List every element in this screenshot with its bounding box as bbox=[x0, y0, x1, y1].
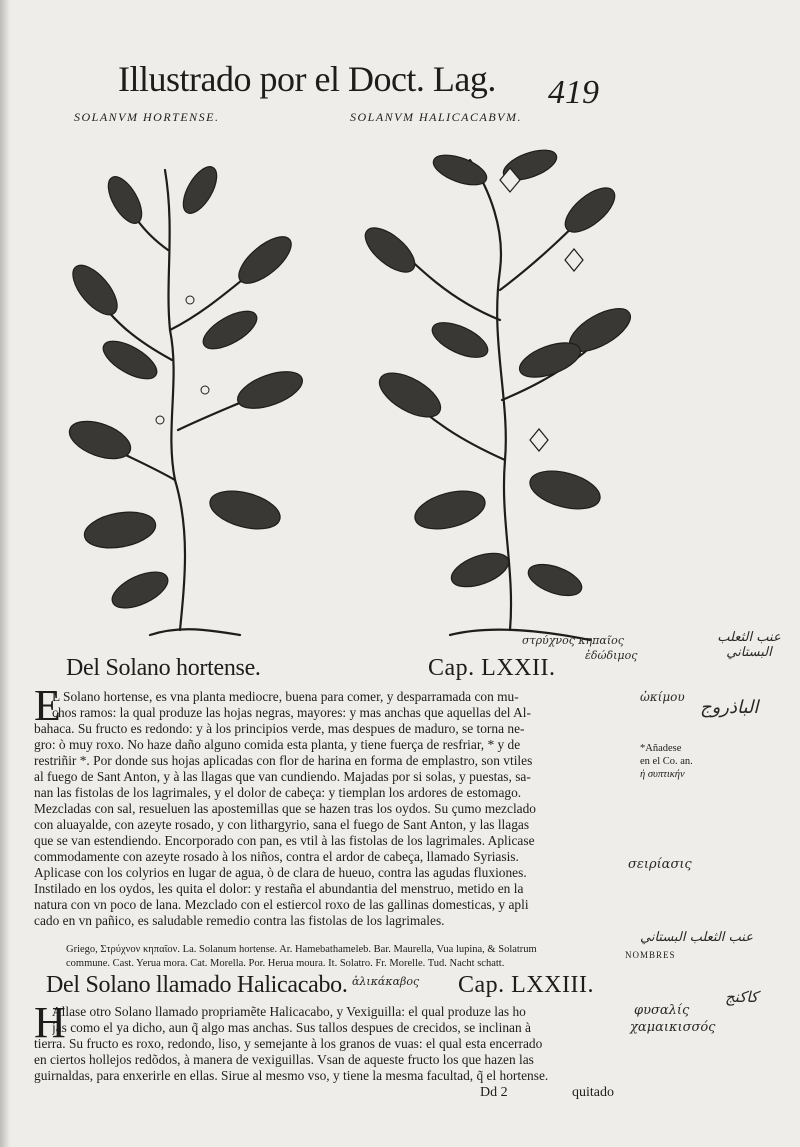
running-header: Illustrado por el Doct. Lag. bbox=[118, 59, 496, 99]
text-line: Allase otro Solano llamado propriamẽte Halicacabo, y Vexiguilla: el qual produze las ho bbox=[52, 1004, 526, 1019]
annotation-arabic-badhruj: الباذروج bbox=[700, 697, 759, 718]
text-line: chos ramos: la qual produze las hojas negras, mayores: y mas anchas que aquellas del Al- bbox=[52, 705, 531, 720]
chapter-72-dropcap: E bbox=[34, 681, 61, 730]
annotation-arabic-mid: عنب الثعلب البستاني bbox=[640, 930, 753, 945]
text-line: commodamente con azeyte rosado à los niños, contra el ardor de cabeça, llamado Syriasis. bbox=[34, 849, 519, 864]
page-gutter-shadow bbox=[0, 0, 10, 1147]
text-line: cado en vn pañico, es saludable remedio contra las fistolas de los lagrimales. bbox=[34, 913, 445, 928]
woodcut-solanum-hortense bbox=[40, 130, 320, 640]
text-line: L Solano hortense, es vna planta mediocre, buena para comer, y desparramada con mu- bbox=[52, 689, 519, 704]
text-line: nan las fistolas de los lagrimales, y el dolor de cabeça: y tiemplan los ardores de estomago. bbox=[34, 785, 522, 800]
annotation-greek-edodimos: ἐδώδιμος bbox=[585, 649, 638, 662]
text-line: Instilado en los oydos, les quita el dolor: y restaña el abundantia del menstruo, metido en la bbox=[34, 881, 524, 896]
text-line: que se van estendiendo. Encorporado con pan, es vtil à las fistolas de los lagrimales. Aplicase bbox=[34, 833, 535, 848]
sidenote-line: ἠ συπτικήν bbox=[640, 769, 685, 780]
annotation-greek-okimou: ὠκίμου bbox=[640, 690, 685, 704]
annotation-greek-seiriasis: σειρίασις bbox=[628, 857, 692, 872]
annotation-greek-strychnos: στρύχνος κηπαῖος bbox=[522, 634, 624, 647]
synonyms-line: Griego, Στρύχνον κηπαῖον. La. Solanum hortense. Ar. Hamebathameleb. Bar. Maurella, Vua lupina, & Solatrum bbox=[66, 944, 537, 955]
text-line: bahaca. Su fructo es redondo: y à los principios verde, mas despues de maduro, se torna ne- bbox=[34, 721, 525, 736]
synonyms-line: commune. Cast. Yerua mora. Cat. Morella. Por. Herua moura. It. Solatro. Fr. Morelle. Tud. Nacht schatt. bbox=[66, 958, 505, 969]
text-line: Aplicase con los colyrios en lugar de agua, ò de clara de hueuo, contra las agudas fluxiones. bbox=[34, 865, 527, 880]
annotation-greek-halikakabos: ἁλικάκαβος bbox=[352, 975, 420, 988]
text-line: en ciertos hollejos redõdos, à manera de vexiguillas. Vsan de aqueste fructo los que hazen las bbox=[34, 1052, 534, 1067]
figure-caption-right: SOLANVM HALICACABVM. bbox=[350, 110, 522, 124]
annotation-greek-chamaikissos: χαμαικισσός bbox=[630, 1020, 716, 1035]
text-line: jas como el ya dicho, aun q̃ algo mas anchas. Sus tallos despues de crecidos, se inclinan à bbox=[52, 1020, 531, 1035]
figure-caption-left: SOLANVM HORTENSE. bbox=[74, 110, 220, 124]
text-line: guirnaldas, para enxerirle en ellas. Sirue al mesmo vso, y tiene la mesma facultad, q̃ el hortense. bbox=[34, 1068, 549, 1083]
text-line: al fuego de Sant Anton, y à las llagas que van cundiendo. Majadas por si solas, y puestas, sa- bbox=[34, 769, 531, 784]
signature-mark: Dd 2 bbox=[480, 1085, 508, 1100]
chapter-72-number: Cap. LXXII. bbox=[428, 655, 556, 681]
text-line: restriñir *. Por donde sus hojas aplicadas con flor de harina en forma de emplastro, son vtiles bbox=[34, 753, 533, 768]
page-number: 419 bbox=[548, 74, 599, 111]
annotation-greek-physalis: φυσαλίς bbox=[634, 1003, 690, 1018]
chapter-73-dropcap: H bbox=[34, 998, 66, 1047]
catchword: quitado bbox=[572, 1085, 614, 1100]
annotation-arabic-kaknaj: كاكنج bbox=[725, 988, 759, 1006]
chapter-73-number: Cap. LXXIII. bbox=[458, 972, 594, 998]
chapter-72-title: Del Solano hortense. bbox=[66, 655, 261, 681]
chapter-73-title: Del Solano llamado Halicacabo. bbox=[46, 972, 348, 998]
text-line: con aluayalde, con azeyte rosado, y con lithargyrio, sana el fuego de Sant Anton, y las llagas bbox=[34, 817, 530, 832]
sidenote-added bbox=[640, 742, 693, 781]
label-nombres: NOMBRES bbox=[625, 950, 676, 960]
text-line: Mezcladas con sal, resueluen las apostemillas que se hazen tras los oydos. Su çumo mezclado bbox=[34, 801, 536, 816]
text-line: natura con vn poco de lana. Mezclado con el estiercol roxo de las gallinas domesticas, y apli bbox=[34, 897, 529, 912]
sidenote-line: *Añadese bbox=[640, 743, 682, 754]
text-line: gro: ò muy roxo. No haze daño alguno comida esta planta, y tiene fuerça de resfriar, * y de bbox=[34, 737, 521, 752]
sidenote-line: en el Co. an. bbox=[640, 756, 693, 767]
text-line: tierra. Su fructo es roxo, redondo, liso, y semejante à los granos de vuas: el qual esta encerrado bbox=[34, 1036, 543, 1051]
woodcut-solanum-halicacabum bbox=[350, 140, 640, 650]
annotation-arabic-inab-al-thalab: عنب الثعلب البستاني bbox=[717, 630, 781, 660]
